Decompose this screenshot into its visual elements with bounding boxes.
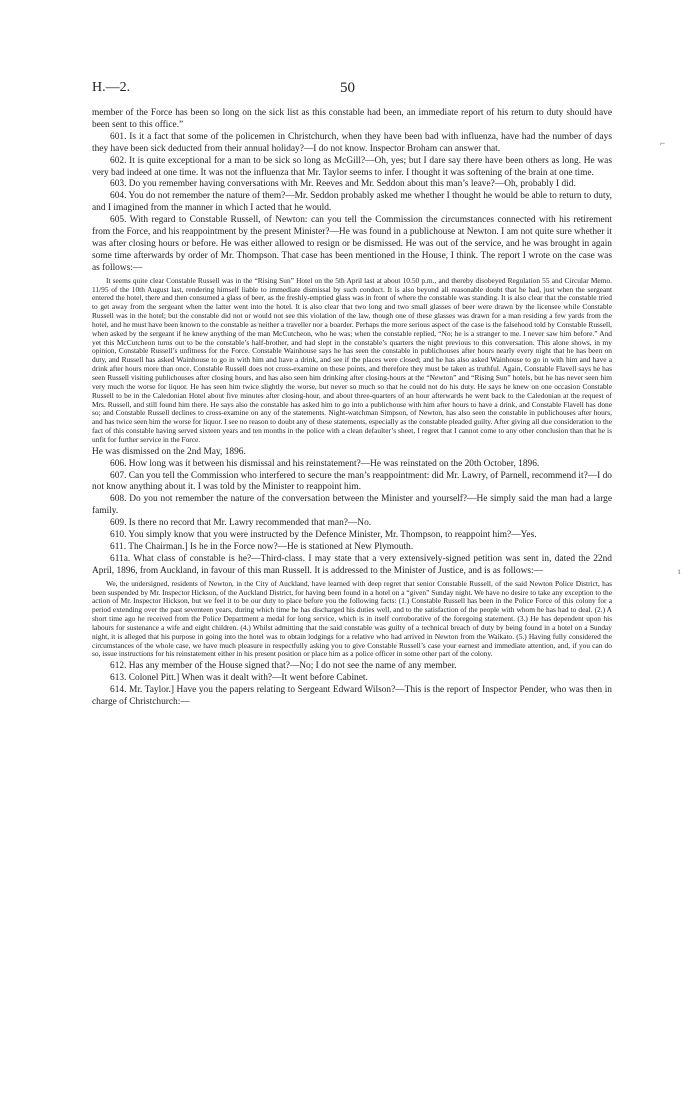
paragraph: 601. Is it a fact that some of the policemen in Christchurch, when they have been bad with influenza, have had the number of days they have been sick deducted from their annual holiday?—I do not know. Inspector Broham can answer that. xyxy=(92,131,612,154)
paragraph: member of the Force has been so long on the sick list as this constable had been, an immediate report of his return to duty should have been sent to this office.” xyxy=(92,108,612,130)
paragraph: 610. You simply know that you were instructed by the Defence Minister, Mr. Thompson, to reappoint him?—Yes. xyxy=(110,530,537,541)
quoted-report: It seems quite clear Constable Russell was in the “Rising Sun” Hotel on the 5th April last at about 10.50 p.m., and thereby disobeyed Regulation 55 and Circular Memo. 11/95 of the 10th August last, rendering himself liable to immediate dismissal by such conduct. It is also beyond all reasonable doubt that he had, just when the sergeant entered the hotel, there and then consumed a glass of beer, as the freshly-emptied glass was in front of where the constable was standing. It is also clear that the constable tried to get away from the sergeant when the latter went into the hotel. It is also clear that two long and two small glasses of beer were drawn by the licensee while Constable Russell was in the hotel; but the constable did not or would not see this violation of the law, though one of these glasses was drawn for a man residing a few yards from the hotel, and he must have been known to the constable as neither a traveller nor a boarder. Perhaps the more serious aspect of the case is the falsehood told by Constable Russell, when asked by the sergeant if he knew anything of the man McCutcheon, who he was; when the constable replied, “No; he is a stranger to me. I never saw him before.” And yet this McCutcheon turns out to be the constable’s half-brother, and had slept in the constable’s quarters the night previous to this conversation. This alone shows, in my opinion, Constable Russell’s unfitness for the Force. Constable Wainhouse says he has seen the constable in publichouses after hours nearly every night that he has been on duty, and Russell has asked Wainhouse to go in with him and have a drink, and see if the places were closed; and he has also asked Wainhouse to go in with him and have a drink after hours more than once. Constable Russell does not cross-examine on these points, and therefore they must be taken as truthful. Again, Constable Flavell says he has seen Russell visiting publichouses after closing hours, and has also seen him drinking after closing-hours at the “Newton” and “Rising Sun” hotels, but he has never seen him very much the worse for liquor. He has seen him twice slightly the worse, but never so much so that he could not do his duty. He says he knew on one occasion Constable Russell to be in the Caledonian Hotel about five minutes after closing-hour, and about three-quarters of an hour afterwards he went back to the Caledonian at the request of Mrs. Russell, and still found him there. He says also the constable has asked him to go into a publichouse with him after hours to have a drink, and Constable Flavell has done so; and Constable Russell declines to cross-examine on any of the statements. Night-watchman Simpson, of Newton, has also seen the constable in publichouses after hours, and has twice seen him the worse for liquor. I see no reason to doubt any of these statements, especially as the constable pleaded guilty. After giving all due consideration to the fact of this constable having served sixteen years and ten months in the police with a clean defaulter’s sheet, I regret that I cannot come to any other conclusion than that he is unfit for further service in the Force. xyxy=(92,275,613,444)
paragraph: 606. How long was it between his dismissal and his reinstatement?—He was reinstated on the 20th October, 1896. xyxy=(110,458,540,469)
paragraph: 602. It is quite exceptional for a man to be sick so long as McGill?—Oh, yes; but I dare say there have been others as long. He was very bad indeed at one time. It was not the influenza that Mr. Taylor seems to infer. I thought it was softening of the brain at one time. xyxy=(92,155,612,178)
paragraph: 611a. What class of constable is he?—Third-class. I may state that a very extensively-signed petition was sent in, dated the 22nd April, 1896, from Auckland, in favour of this man Russell. It is addressed to the Minister of Justice, and is as follows:— xyxy=(92,553,612,576)
paragraph: 605. With regard to Constable Russell, of Newton: can you tell the Commission the circumstances connected with his retirement from the Force, and his reappointment by the present Minister?—He was found in a publichouse at Newton. I am not quite sure whether it was after closing hours or before. He was either allowed to resign or be dismissed. He was out of the service, and he was brought in again some time afterwards by order of Mr. Thompson. That case has been mentioned in the House, I think. The report I wrote on the case was as follows:— xyxy=(92,215,612,273)
paragraph: He was dismissed on the 2nd May, 1896. xyxy=(92,446,246,457)
paragraph: 611. The Chairman.] Is he in the Force now?—He is stationed at New Plymouth. xyxy=(110,541,414,552)
paragraph: 604. You do not remember the nature of them?—Mr. Seddon probably asked me whether I thought he would be able to return to duty, and I imagined from the manner in which I acted that he would. xyxy=(92,191,612,214)
paragraph: 603. Do you remember having conversations with Mr. Reeves and Mr. Seddon about this man’s leave?—Oh, probably I did. xyxy=(110,179,576,190)
document-reference: H.—2. xyxy=(92,80,131,95)
page-header xyxy=(92,80,612,100)
paragraph: 608. Do you not remember the nature of the conversation between the Minister and yourself?—He simply said the man had a large family. xyxy=(92,494,612,517)
paragraph: 613. Colonel Pitt.] When was it dealt with?—It went before Cabinet. xyxy=(110,673,368,684)
quoted-petition: We, the undersigned, residents of Newton, in the City of Auckland, have learned with deep regret that senior Constable Russell, of the said Newton Police District, has been suspended by Mr. Inspector Hickson, of the Auckland District, for having been found in a hotel on a “given” Sunday night. We have no desire to take any exception to the action of Mr. Inspector Hickson, but we feel it to be our duty to place before you the following facts: (1.) Constable Russell has been in the Police Force of this colony for a period extending over the past seventeen years, during which time he has discharged his duties well, and to the satisfaction of the people with whom he has had to deal. (2.) A short time ago he received from the Police Department a medal for long service, which is in itself corroborative of the foregoing statement. (3.) He has dependent upon his labours for sustenance a wife and eight children. (4.) Whilst admitting that the said constable was guilty of a technical breach of duty by being found in a hotel on a Sunday night, it is alleged that his purpose in going into the hotel was to obtain lodgings for a relative who had arrived in Newton from the Waikato. (5.) Having fully considered the circumstances of the whole case, we have much pleasure in respectfully asking you to give Constable Russell’s case your earnest and immediate attention, and, if you can do so, issue instructions for his reinstatement either in his present position or place him as a police officer in some other part of the colony. xyxy=(92,578,612,659)
document-body xyxy=(92,108,612,709)
paragraph: 609. Is there no record that Mr. Lawry recommended that man?—No. xyxy=(110,518,372,529)
margin-mark: ι xyxy=(678,566,681,576)
page-number: 50 xyxy=(340,80,355,96)
paragraph: 614. Mr. Taylor.] Have you the papers relating to Sergeant Edward Wilson?—This is the report of Inspector Pender, who was then in charge of Christchurch:— xyxy=(92,685,612,707)
margin-mark: ⌐ xyxy=(660,138,666,148)
paragraph: 607. Can you tell the Commission who interfered to secure the man’s reappointment: did Mr. Lawry, of Parnell, recommend it?—I do not know anything about it. I was told by the Minister to reappoint him. xyxy=(92,470,612,493)
paragraph: 612. Has any member of the House signed that?—No; I do not see the name of any member. xyxy=(110,661,457,672)
